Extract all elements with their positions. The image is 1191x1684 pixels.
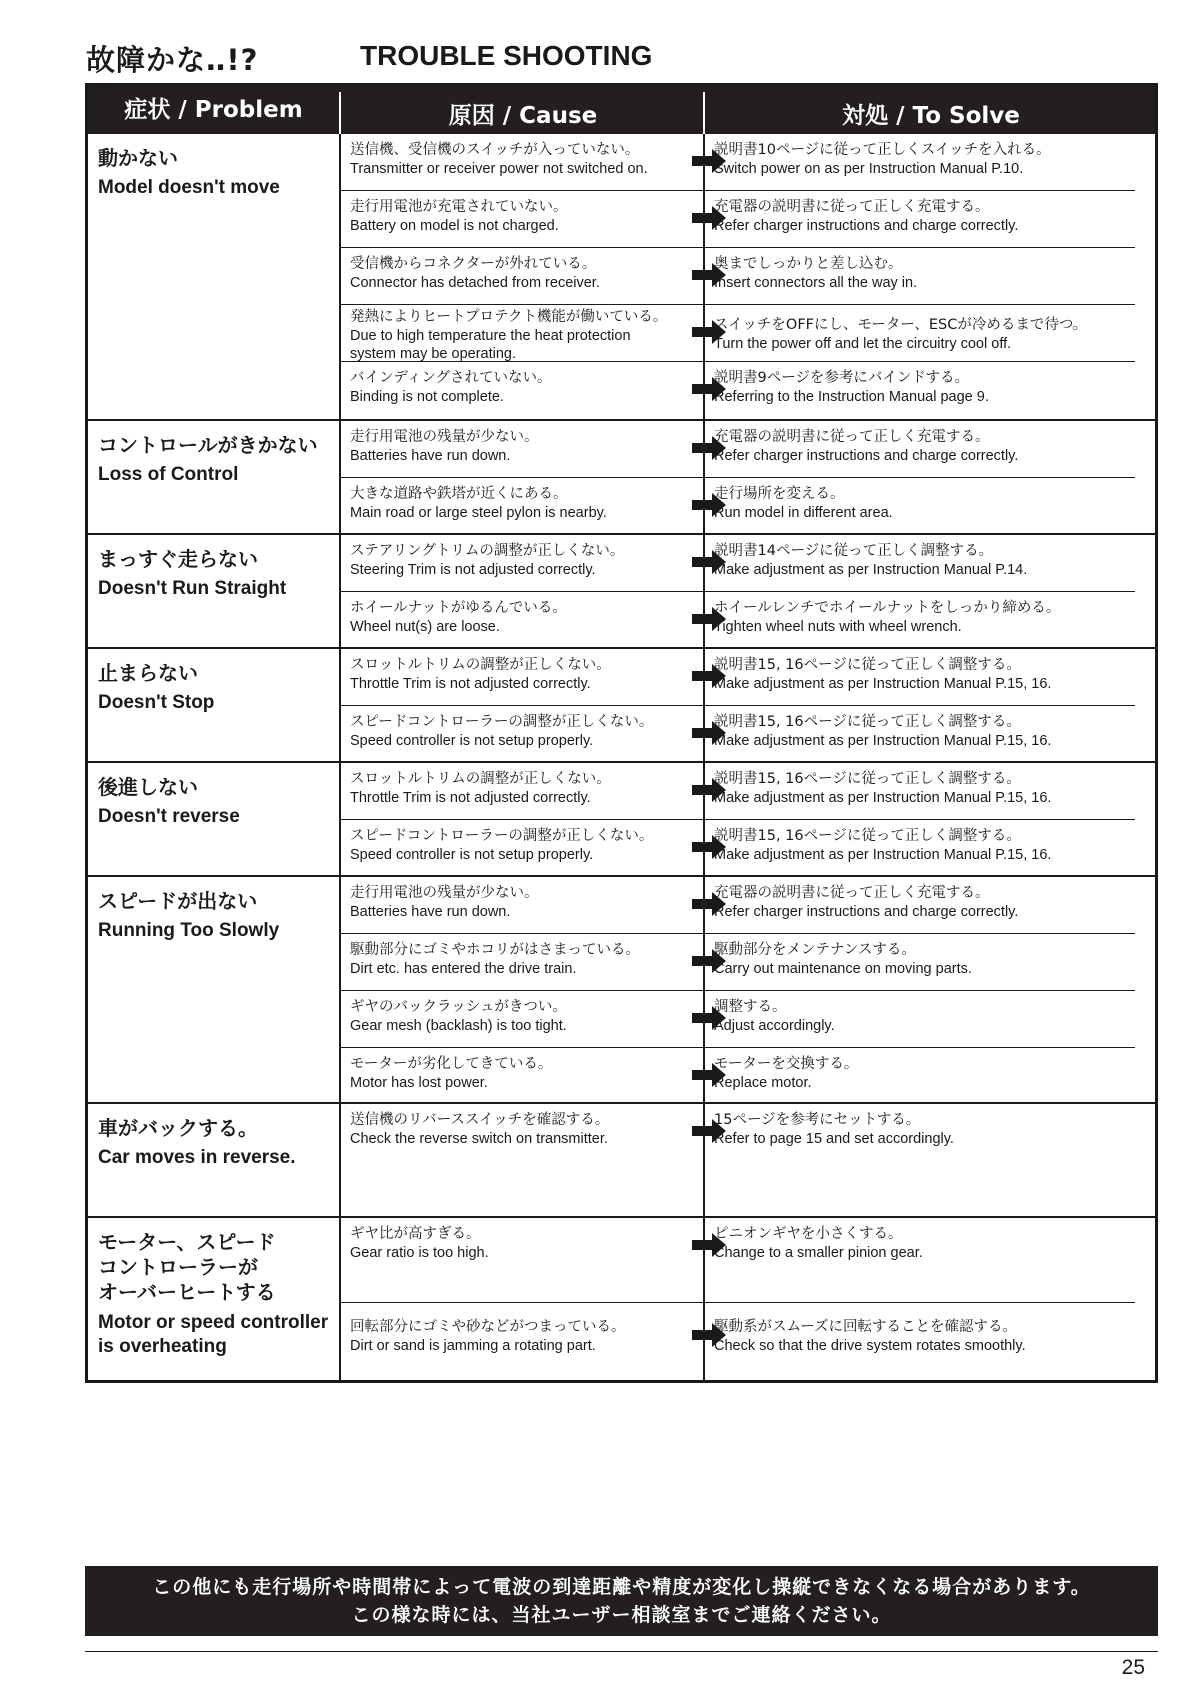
solution-text-japanese: ピニオンギヤを小さくする。 — [714, 1226, 903, 1242]
page-title-japanese: 故障かな‥!? — [86, 43, 259, 77]
solution-cell — [714, 712, 1159, 750]
cause-text-japanese: ギヤのバックラッシュがきつい。 — [350, 999, 567, 1015]
cause-text-japanese: 受信機からコネクターが外れている。 — [350, 256, 597, 272]
table-row — [339, 478, 1155, 535]
problem-title-english: Doesn't Run Straight — [98, 578, 287, 599]
solution-cell — [714, 769, 1159, 807]
solution-text-japanese: 奥までしっかりと差し込む。 — [714, 256, 903, 272]
solution-text-japanese: 説明書15, 16ページに従って正しく調整する。 — [714, 828, 1021, 844]
table-row — [339, 706, 1155, 763]
cause-cell — [350, 826, 690, 864]
cause-cell — [350, 1110, 690, 1148]
table-row — [339, 1104, 1155, 1161]
solution-cell — [714, 254, 1159, 292]
notice-line: この他にも走行場所や時間帯によって電波の到達距離や精度が変化し操縦できなくなる場合があります。 — [152, 1576, 1091, 1598]
solution-text-english: Make adjustment as per Instruction Manual P.14. — [714, 562, 1028, 578]
cause-text-japanese: ギヤ比が高すぎる。 — [350, 1226, 481, 1242]
solution-cell — [714, 1110, 1159, 1148]
cause-text-japanese: 走行用電池の残量が少ない。 — [350, 429, 539, 445]
table-row — [339, 535, 1155, 592]
problem-title-japanese: 後進しない — [98, 775, 198, 799]
solution-text-japanese: 駆動系がスムーズに回転することを確認する。 — [714, 1319, 1018, 1335]
troubleshooting-table — [85, 83, 1158, 1383]
cause-text-english: system may be operating. — [350, 346, 517, 362]
problem-group — [88, 875, 1155, 1102]
table-row — [339, 820, 1155, 877]
cause-cell — [350, 484, 690, 522]
cause-text-english: Battery on model is not charged. — [350, 218, 559, 234]
cause-text-japanese: 駆動部分にゴミやホコリがはさまっている。 — [350, 942, 640, 958]
cause-text-english: Batteries have run down. — [350, 904, 511, 920]
problem-cell — [98, 775, 338, 829]
solution-text-japanese: 充電器の説明書に従って正しく充電する。 — [714, 199, 990, 215]
solution-text-japanese: 走行場所を変える。 — [714, 486, 845, 502]
solution-text-english: Insert connectors all the way in. — [714, 275, 918, 291]
solution-text-english: Replace motor. — [714, 1075, 812, 1091]
cause-cell — [350, 769, 690, 807]
solution-text-english: Tighten wheel nuts with wheel wrench. — [714, 619, 962, 635]
cause-text-japanese: 走行用電池が充電されていない。 — [350, 199, 568, 215]
problem-title-english: Loss of Control — [98, 464, 239, 485]
solution-text-english: Make adjustment as per Instruction Manual P.15, 16. — [714, 733, 1052, 749]
solution-text-japanese: 説明書15, 16ページに従って正しく調整する。 — [714, 771, 1021, 787]
solution-cell — [714, 655, 1159, 693]
problem-title-japanese: まっすぐ走らない — [98, 547, 258, 571]
solution-text-japanese: 充電器の説明書に従って正しく充電する。 — [714, 429, 990, 445]
cause-text-english: Main road or large steel pylon is nearby. — [350, 505, 607, 521]
table-row — [339, 649, 1155, 706]
notice-line: この様な時には、当社ユーザー相談室までご連絡ください。 — [351, 1604, 892, 1626]
problem-group — [88, 1216, 1155, 1386]
solution-cell — [714, 997, 1159, 1035]
solution-text-english: Make adjustment as per Instruction Manual P.15, 16. — [714, 676, 1052, 692]
cause-text-english: Connector has detached from receiver. — [350, 275, 600, 291]
solution-text-english: Turn the power off and let the circuitry cool off. — [714, 336, 1012, 352]
solution-text-japanese: 充電器の説明書に従って正しく充電する。 — [714, 885, 990, 901]
cause-cell — [350, 307, 690, 363]
solution-cell — [714, 484, 1159, 522]
solution-text-japanese: 15ページを参考にセットする。 — [714, 1112, 921, 1128]
cause-cell — [350, 427, 690, 465]
cause-cell — [350, 541, 690, 579]
solution-text-japanese: スイッチをOFFにし、モーター、ESCが冷めるまで待つ。 — [714, 317, 1088, 333]
solution-cell — [714, 1054, 1159, 1092]
problem-group — [88, 533, 1155, 647]
solution-text-japanese: ホイールレンチでホイールナットをしっかり締める。 — [714, 600, 1061, 616]
problem-cell — [98, 146, 338, 200]
solution-cell — [714, 1317, 1159, 1355]
problem-title-english: Doesn't reverse — [98, 806, 240, 827]
problem-title-japanese: 車がバックする。 — [98, 1116, 258, 1140]
solution-text-english: Make adjustment as per Instruction Manual P.15, 16. — [714, 847, 1052, 863]
solution-cell — [714, 940, 1159, 978]
column-header-cause: 原因 / Cause — [339, 92, 705, 140]
problem-cell — [98, 1230, 338, 1359]
solution-text-japanese: モーターを交換する。 — [714, 1056, 859, 1072]
cause-cell — [350, 368, 690, 406]
table-row — [339, 248, 1155, 305]
problem-title-english: Model doesn't move — [98, 177, 280, 198]
cause-text-english: Motor has lost power. — [350, 1075, 488, 1091]
cause-text-japanese: ホイールナットがゆるんでいる。 — [350, 600, 567, 616]
solution-text-english: Refer charger instructions and charge correctly. — [714, 904, 1019, 920]
solution-cell — [714, 368, 1159, 406]
solution-text-japanese: 説明書15, 16ページに従って正しく調整する。 — [714, 657, 1021, 673]
cause-text-english: Dirt or sand is jamming a rotating part. — [350, 1338, 596, 1354]
problem-title-english: Running Too Slowly — [98, 920, 280, 941]
problem-cell — [98, 889, 338, 943]
solution-text-english: Refer charger instructions and charge correctly. — [714, 218, 1019, 234]
solution-cell — [714, 598, 1159, 636]
problem-title-japanese: 止まらない — [98, 661, 198, 685]
cause-text-english: Steering Trim is not adjusted correctly. — [350, 562, 596, 578]
cause-text-english: Speed controller is not setup properly. — [350, 847, 594, 863]
footer-divider — [85, 1651, 1158, 1652]
cause-cell — [350, 598, 690, 636]
table-row — [339, 134, 1155, 191]
cause-cell — [350, 940, 690, 978]
cause-text-english: Gear ratio is too high. — [350, 1245, 489, 1261]
cause-cell — [350, 712, 690, 750]
solution-text-japanese: 調整する。 — [714, 999, 787, 1015]
problem-group — [88, 419, 1155, 533]
solution-text-japanese: 説明書14ページに従って正しく調整する。 — [714, 543, 994, 559]
table-row — [339, 934, 1155, 991]
solution-text-english: Switch power on as per Instruction Manual P.10. — [714, 161, 1024, 177]
solution-cell — [714, 1224, 1159, 1262]
cause-text-english: Binding is not complete. — [350, 389, 504, 405]
cause-cell — [350, 997, 690, 1035]
cause-text-english: Wheel nut(s) are loose. — [350, 619, 500, 635]
problem-cell — [98, 433, 338, 487]
problem-title-japanese: 動かない — [98, 146, 178, 170]
page-number: 25 — [1121, 1656, 1145, 1679]
cause-text-english: Batteries have run down. — [350, 448, 511, 464]
cause-text-english: Throttle Trim is not adjusted correctly. — [350, 676, 591, 692]
solution-cell — [714, 826, 1159, 864]
solution-text-japanese: 説明書10ページに従って正しくスイッチを入れる。 — [714, 142, 1051, 158]
cause-text-english: Check the reverse switch on transmitter. — [350, 1131, 608, 1147]
table-row — [339, 421, 1155, 478]
cause-text-english: Dirt etc. has entered the drive train. — [350, 961, 577, 977]
table-row — [339, 362, 1155, 419]
problem-cell — [98, 661, 338, 715]
cause-text-english: Transmitter or receiver power not switched on. — [350, 161, 648, 177]
solution-cell — [714, 541, 1159, 579]
table-row — [339, 191, 1155, 248]
cause-text-japanese: スロットルトリムの調整が正しくない。 — [350, 771, 611, 787]
problem-cell — [98, 1116, 338, 1170]
solution-text-japanese: 説明書9ページを参考にバインドする。 — [714, 370, 969, 386]
table-row — [339, 592, 1155, 649]
problem-title-english: Doesn't Stop — [98, 692, 215, 713]
page-header — [86, 38, 1146, 78]
table-row — [339, 877, 1155, 934]
problem-title-english: Motor or speed controller is overheating — [98, 1312, 329, 1357]
cause-cell — [350, 655, 690, 693]
solution-text-english: Carry out maintenance on moving parts. — [714, 961, 972, 977]
solution-cell — [714, 427, 1159, 465]
cause-cell — [350, 1224, 690, 1262]
problem-group — [88, 134, 1155, 419]
cause-cell — [350, 1054, 690, 1092]
solution-cell — [714, 140, 1159, 178]
table-row — [339, 1218, 1155, 1303]
cause-text-english: Gear mesh (backlash) is too tight. — [350, 1018, 567, 1034]
cause-text-japanese: スピードコントローラーの調整が正しくない。 — [350, 714, 654, 730]
solution-text-japanese: 説明書15, 16ページに従って正しく調整する。 — [714, 714, 1021, 730]
problem-cell — [98, 547, 338, 601]
cause-cell — [350, 140, 690, 178]
problem-group — [88, 647, 1155, 761]
table-row — [339, 1303, 1155, 1388]
problem-group — [88, 1102, 1155, 1216]
solution-text-english: Adjust accordingly. — [714, 1018, 835, 1034]
cause-text-japanese: 回転部分にゴミや砂などがつまっている。 — [350, 1319, 626, 1335]
column-header-solve: 対処 / To Solve — [703, 92, 1157, 140]
solution-text-english: Change to a smaller pinion gear. — [714, 1245, 923, 1261]
cause-text-japanese: 送信機、受信機のスイッチが入っていない。 — [350, 142, 640, 158]
cause-text-japanese: 送信機のリバーススイッチを確認する。 — [350, 1112, 610, 1128]
column-header-problem: 症状 / Problem — [124, 97, 303, 123]
cause-text-japanese: 大きな道路や鉄塔が近くにある。 — [350, 486, 568, 502]
problem-title-japanese: スピードが出ない — [98, 889, 258, 913]
cause-cell — [350, 254, 690, 292]
cause-cell — [350, 883, 690, 921]
solution-cell — [714, 197, 1159, 235]
solution-text-english: Refer to page 15 and set accordingly. — [714, 1131, 954, 1147]
problem-title-english: Car moves in reverse. — [98, 1147, 296, 1168]
solution-text-english: Make adjustment as per Instruction Manual P.15, 16. — [714, 790, 1052, 806]
solution-text-japanese: 駆動部分をメンテナンスする。 — [714, 942, 916, 958]
solution-text-english: Run model in different area. — [714, 505, 893, 521]
cause-text-japanese: 発熱によりヒートプロテクト機能が働いている。 — [350, 309, 668, 325]
cause-text-japanese: モーターが劣化してきている。 — [350, 1056, 553, 1072]
cause-text-english: Throttle Trim is not adjusted correctly. — [350, 790, 591, 806]
notice-banner — [85, 1566, 1158, 1636]
page-title-english: TROUBLE SHOOTING — [360, 40, 653, 71]
solution-text-english: Refer charger instructions and charge correctly. — [714, 448, 1019, 464]
cause-text-japanese: スピードコントローラーの調整が正しくない。 — [350, 828, 654, 844]
problem-title-japanese: コントロールがきかない — [98, 433, 318, 457]
solution-text-english: Referring to the Instruction Manual page 9. — [714, 389, 989, 405]
cause-text-japanese: ステアリングトリムの調整が正しくない。 — [350, 543, 625, 559]
cause-text-japanese: バインディングされていない。 — [350, 370, 552, 386]
table-row — [339, 1048, 1155, 1105]
table-row — [339, 305, 1155, 362]
table-row — [339, 763, 1155, 820]
solution-cell — [714, 315, 1159, 353]
problem-group — [88, 761, 1155, 875]
table-row — [339, 991, 1155, 1048]
solution-cell — [714, 883, 1159, 921]
cause-cell — [350, 197, 690, 235]
solution-text-english: Check so that the drive system rotates smoothly. — [714, 1338, 1026, 1354]
cause-cell — [350, 1317, 690, 1355]
cause-text-japanese: スロットルトリムの調整が正しくない。 — [350, 657, 611, 673]
problem-title-japanese: モーター、スピード コントローラーが オーバーヒートする — [98, 1230, 276, 1304]
table-header — [88, 86, 1155, 134]
cause-text-english: Due to high temperature the heat protection — [350, 328, 631, 344]
cause-text-english: Speed controller is not setup properly. — [350, 733, 594, 749]
cause-text-japanese: 走行用電池の残量が少ない。 — [350, 885, 539, 901]
